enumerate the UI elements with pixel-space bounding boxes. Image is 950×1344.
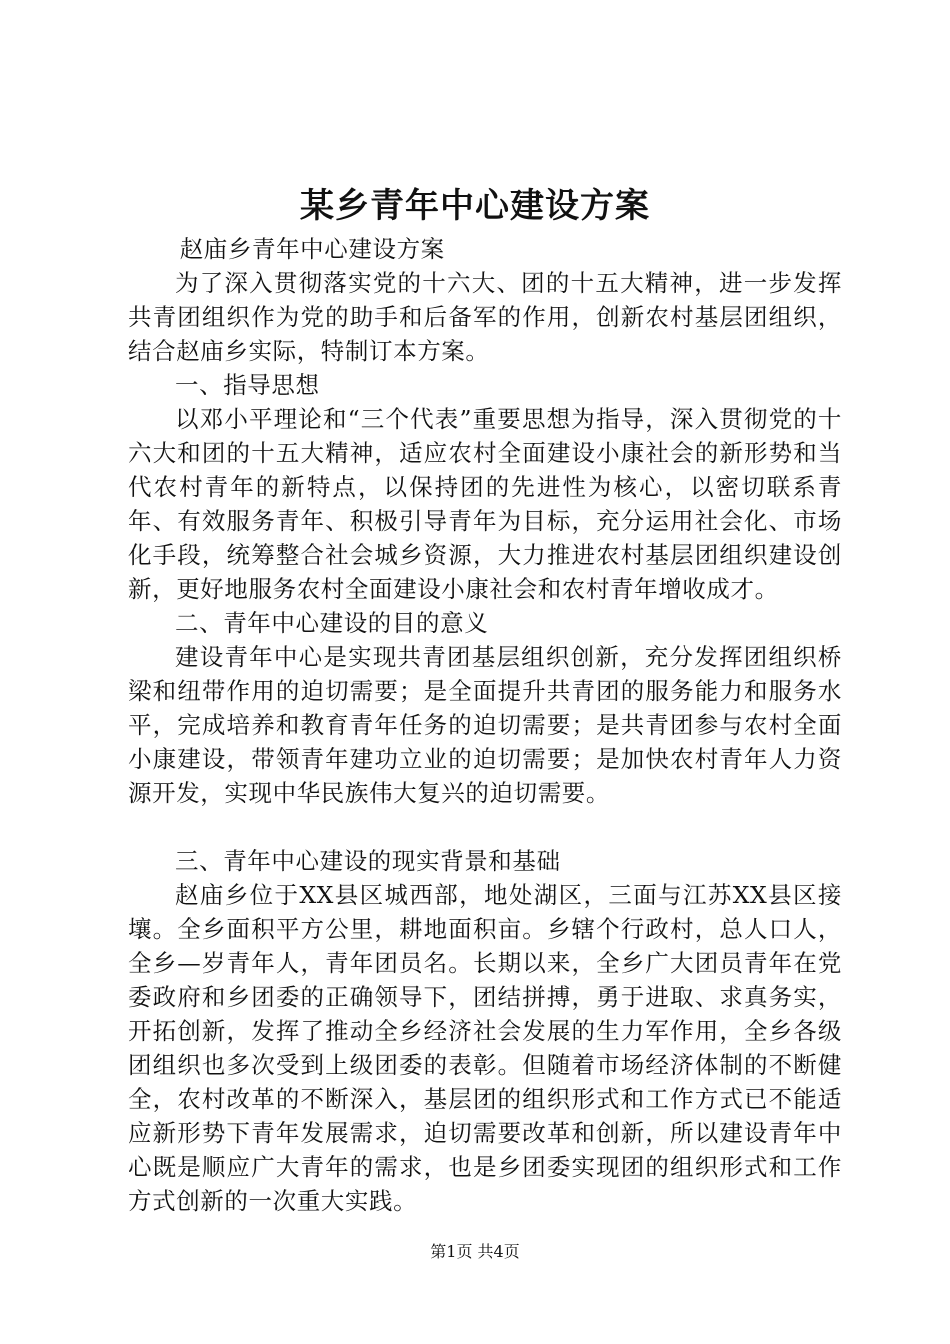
section-heading-2: 二、青年中心建设的目的意义 xyxy=(175,609,489,637)
document-title: 某乡青年中心建设方案 xyxy=(300,186,650,226)
section-heading-3: 三、青年中心建设的现实背景和基础 xyxy=(175,847,561,875)
paragraph-guiding-ideology: 以邓小平理论和“三个代表”重要思想为指导，深入贯彻党的十六大和团的十五大精神，适应农村全面建设小康社会的新形势和当代农村青年的新特点，以保持团的先进性为核心，以密切联系青年、有效服务青年、积极引导青年为目标，充分运用社会化、市场化手段，统筹整合社会城乡资源，大力推进农村基层团组织建设创新，更好地服务农村全面建设小康社会和农村青年增收成才。 xyxy=(128,405,842,603)
paragraph-background: 赵庙乡位于XX县区城西部，地处湖区，三面与江苏XX县区接壤。全乡面积平方公里，耕地面积亩。乡辖个行政村，总人口人，全乡—岁青年人，青年团员名。长期以来，全乡广大团员青年在党委政府和乡团委的正确领导下，团结拼搏，勇于进取、求真务实，开拓创新，发挥了推动全乡经济社会发展的生力军作用，全乡各级团组织也多次受到上级团委的表彰。但随着市场经济体制的不断健全，农村改革的不断深入，基层团的组织形式和工作方式已不能适应新形势下青年发展需求，迫切需要改革和创新，所以建设青年中心既是顺应广大青年的需求，也是乡团委实现团的组织形式和工作方式创新的一次重大实践。 xyxy=(128,881,842,1215)
document-body xyxy=(128,232,842,1218)
paragraph-subtitle: 赵庙乡青年中心建设方案 xyxy=(179,235,445,263)
paragraph-purpose: 建设青年中心是实现共青团基层组织创新，充分发挥团组织桥梁和纽带作用的迫切需要；是全面提升共青团的服务能力和服务水平，完成培养和教育青年任务的迫切需要；是共青团参与农村全面小康建设，带领青年建功立业的迫切需要；是加快农村青年人力资源开发，实现中华民族伟大复兴的迫切需要。 xyxy=(128,643,842,807)
page-footer: 第1页 共4页 xyxy=(430,1242,520,1261)
paragraph-spacer xyxy=(128,810,842,844)
paragraph-intro: 为了深入贯彻落实党的十六大、团的十五大精神，进一步发挥共青团组织作为党的助手和后备军的作用，创新农村基层团组织，结合赵庙乡实际，特制订本方案。 xyxy=(128,269,842,365)
section-heading-1: 一、指导思想 xyxy=(175,371,320,399)
